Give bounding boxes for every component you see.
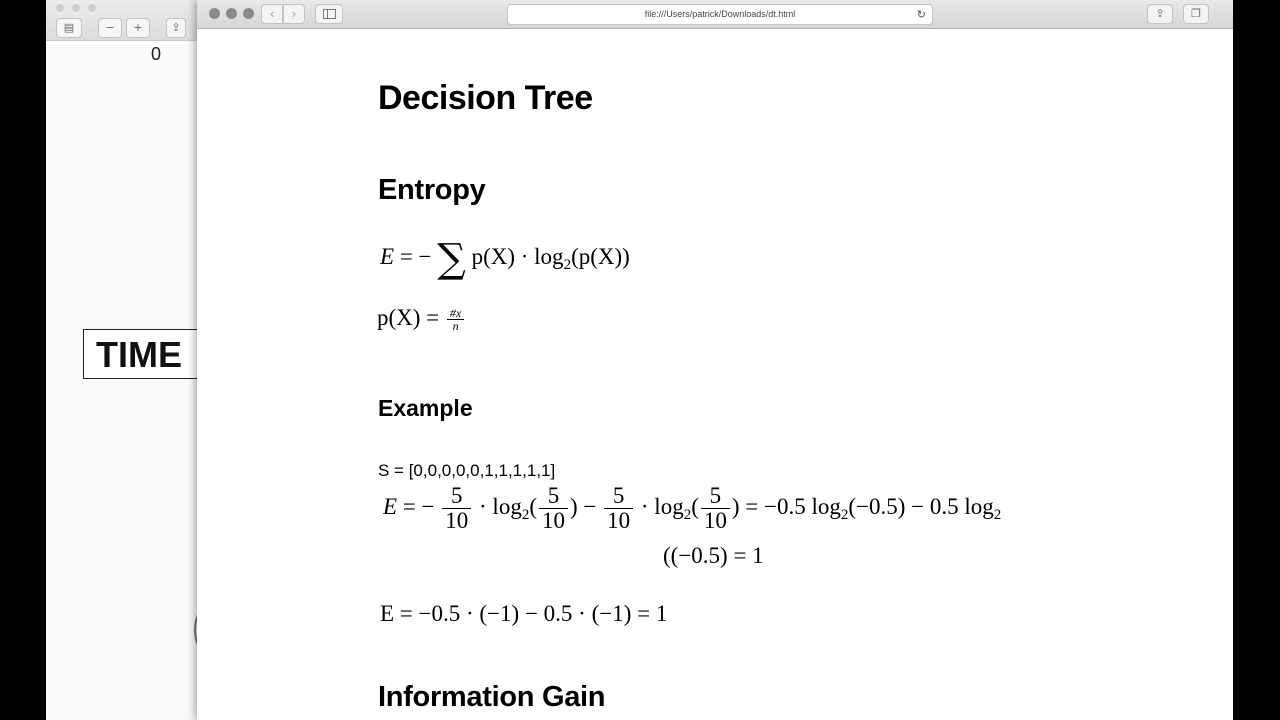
- ex-f4-num: 5: [709, 483, 722, 508]
- ex-eq: = −: [402, 493, 435, 519]
- zoom-out-icon[interactable]: −: [98, 18, 122, 38]
- address-bar[interactable]: [507, 4, 933, 25]
- entropy-eq: = −: [399, 244, 432, 269]
- example-heading: Example: [378, 395, 473, 421]
- ex-f3-num: 5: [612, 483, 625, 508]
- sample-set: S = [0,0,0,0,0,1,1,1,1,1]: [378, 461, 556, 480]
- prob-fraction: [447, 307, 464, 333]
- ex-lhs: E: [383, 493, 398, 519]
- back-button[interactable]: ‹: [261, 4, 283, 24]
- sidebar-toggle-button[interactable]: [315, 4, 343, 24]
- sidebar-icon: [323, 9, 336, 19]
- ex-f1-num: 5: [451, 483, 463, 508]
- counter-value: 0: [151, 44, 162, 64]
- minimize-button[interactable]: [226, 8, 237, 19]
- zoom-button[interactable]: [243, 8, 254, 19]
- forward-button[interactable]: ›: [283, 4, 305, 24]
- bg-sidebar-toggle-icon[interactable]: ▤: [56, 18, 82, 38]
- ex-minus: ) −: [570, 493, 597, 519]
- ex-base-3: 2: [840, 506, 849, 523]
- bg-zoom-button[interactable]: [88, 4, 96, 12]
- ex-log-2: · log: [640, 493, 684, 519]
- tabs-overview-icon[interactable]: ❐: [1183, 4, 1209, 24]
- entropy-formula: [380, 236, 630, 282]
- page-title: Decision Tree: [378, 79, 593, 117]
- ex-f2-den: 10: [539, 508, 568, 533]
- share-icon[interactable]: ⇪: [1147, 4, 1173, 24]
- entropy-log-base: 2: [563, 257, 572, 273]
- browser-toolbar: [197, 0, 1233, 29]
- browser-window: [197, 0, 1233, 720]
- information-gain-heading: Information Gain: [378, 681, 606, 713]
- close-button[interactable]: [209, 8, 220, 19]
- ex-f1-den: 10: [442, 508, 471, 533]
- ex-fraction-3: [604, 484, 633, 533]
- ex-base-2: 2: [683, 506, 692, 523]
- bg-share-icon[interactable]: ⇪: [166, 18, 186, 38]
- ex-fraction-4: [701, 484, 730, 533]
- address-url: file:///Users/patrick/Downloads/dt.html: [644, 9, 796, 19]
- entropy-lhs: E: [380, 244, 395, 269]
- page-content: [197, 29, 1233, 720]
- prob-numerator: #x: [449, 305, 462, 320]
- example-formula-line2: E = −0.5 · (−1) − 0.5 · (−1) = 1: [380, 601, 668, 626]
- ex-tail: ) = −0.5 log: [731, 493, 841, 519]
- ex-base-1: 2: [521, 506, 530, 523]
- screen-edge: [1233, 0, 1280, 720]
- zoom-in-icon[interactable]: +: [126, 18, 150, 38]
- bg-minimize-button[interactable]: [72, 4, 80, 12]
- probability-formula: [377, 305, 466, 333]
- entropy-term-end: (p(X)): [571, 244, 630, 269]
- ex-base-4: 2: [993, 506, 1002, 523]
- entropy-term: p(X) · log: [471, 244, 564, 269]
- ex-fraction-1: [442, 484, 471, 533]
- ex-f2-num: 5: [547, 483, 560, 508]
- entropy-heading: Entropy: [378, 174, 486, 206]
- reload-icon[interactable]: ↻: [916, 8, 926, 21]
- example-formula-line1: E = − $\frac{5}{10}$ · $\log_2$( $\frac{5}{10}$ ) − $\frac{5}{10}$ · $\log_2$( $\frac{5}{10}$ ) = −0.5 $\log_2(-0.5) - 0.5$ $\log_2$: [383, 483, 1002, 534]
- bg-close-button[interactable]: [56, 4, 64, 12]
- prob-denominator: n: [447, 319, 464, 333]
- example-formula-line1-cont: ((−0.5) = 1: [663, 543, 764, 568]
- ex-f3-den: 10: [604, 508, 633, 533]
- sum-symbol: ∑: [437, 236, 466, 282]
- ex-fraction-2: [539, 484, 568, 533]
- time-label: TIME: [83, 329, 213, 379]
- ex-tail-2: (−0.5) − 0.5 log: [848, 493, 994, 519]
- ex-f4-den: 10: [701, 508, 730, 533]
- ex-log-1: · log: [479, 493, 522, 519]
- prob-lhs: p(X) =: [377, 305, 440, 330]
